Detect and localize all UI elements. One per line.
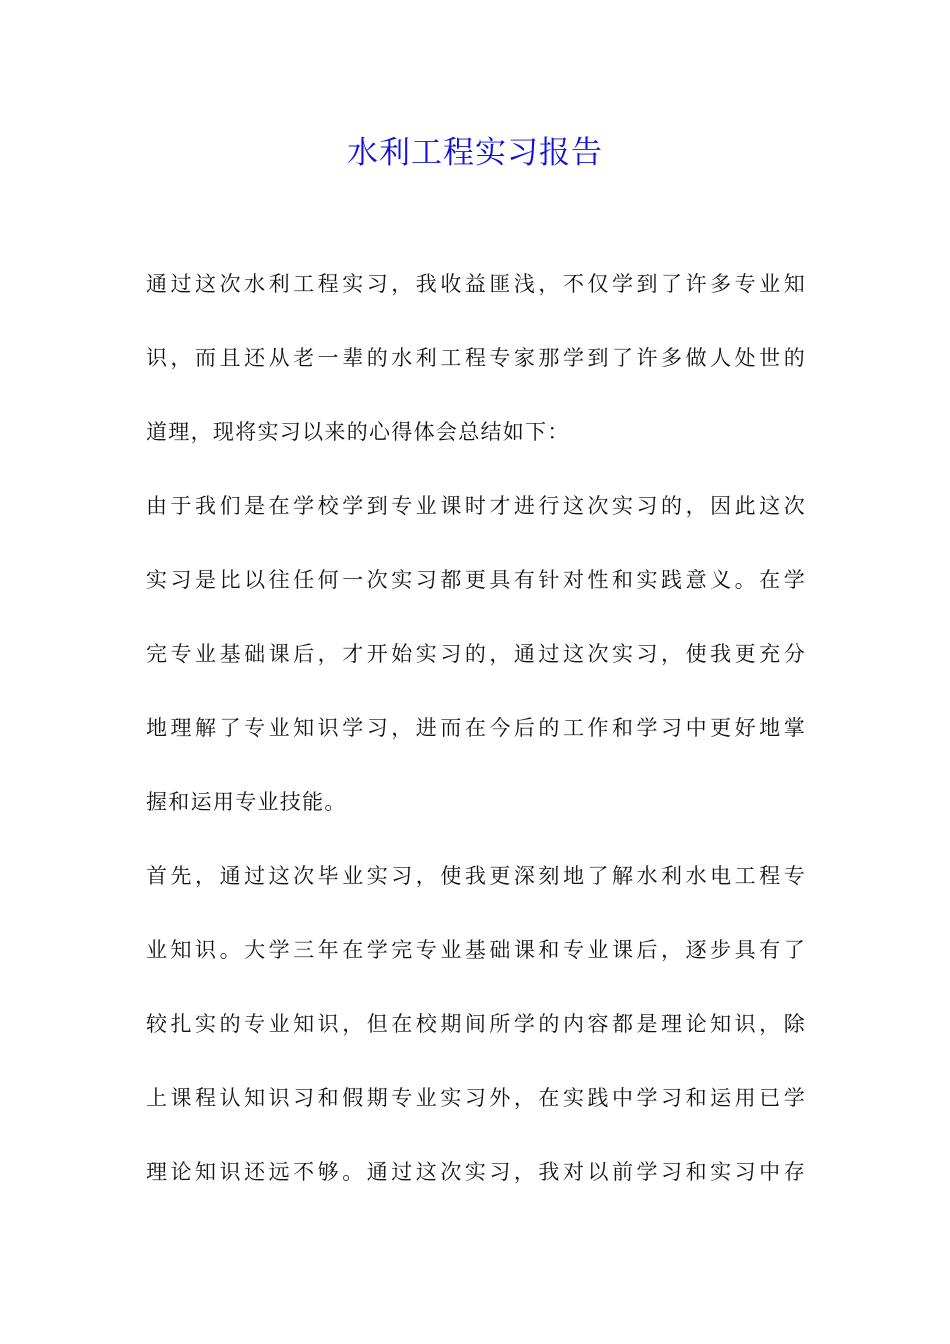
- text-line: 首先，通过这次毕业实习，使我更深刻地了解水利水电工程专: [146, 864, 806, 888]
- text-line: 较扎实的专业知识，但在校期间所学的内容都是理论知识，除: [146, 1012, 806, 1036]
- text-line: 理论知识还远不够。通过这次实习，我对以前学习和实习中存: [146, 1160, 806, 1184]
- text-line: 识，而且还从老一辈的水利工程专家那学到了许多做人处世的: [146, 346, 806, 370]
- text-line: 业知识。大学三年在学完专业基础课和专业课后，逐步具有了: [146, 938, 806, 962]
- text-line: 道理，现将实习以来的心得体会总结如下：: [146, 420, 570, 444]
- document-title: 水利工程实习报告: [347, 135, 603, 171]
- text-line: 上课程认知识习和假期专业实习外，在实践中学习和运用已学: [146, 1086, 806, 1110]
- text-line: 通过这次水利工程实习，我收益匪浅，不仅学到了许多专业知: [146, 272, 806, 296]
- document-body: [146, 258, 806, 1220]
- text-line: 实习是比以往任何一次实习都更具有针对性和实践意义。在学: [146, 568, 806, 592]
- text-line: 由于我们是在学校学到专业课时才进行这次实习的，因此这次: [146, 494, 806, 518]
- text-line: 完专业基础课后，才开始实习的，通过这次实习，使我更充分: [146, 642, 806, 666]
- text-line: 地理解了专业知识学习，进而在今后的工作和学习中更好地掌: [146, 716, 806, 740]
- text-line: 握和运用专业技能。: [146, 790, 347, 814]
